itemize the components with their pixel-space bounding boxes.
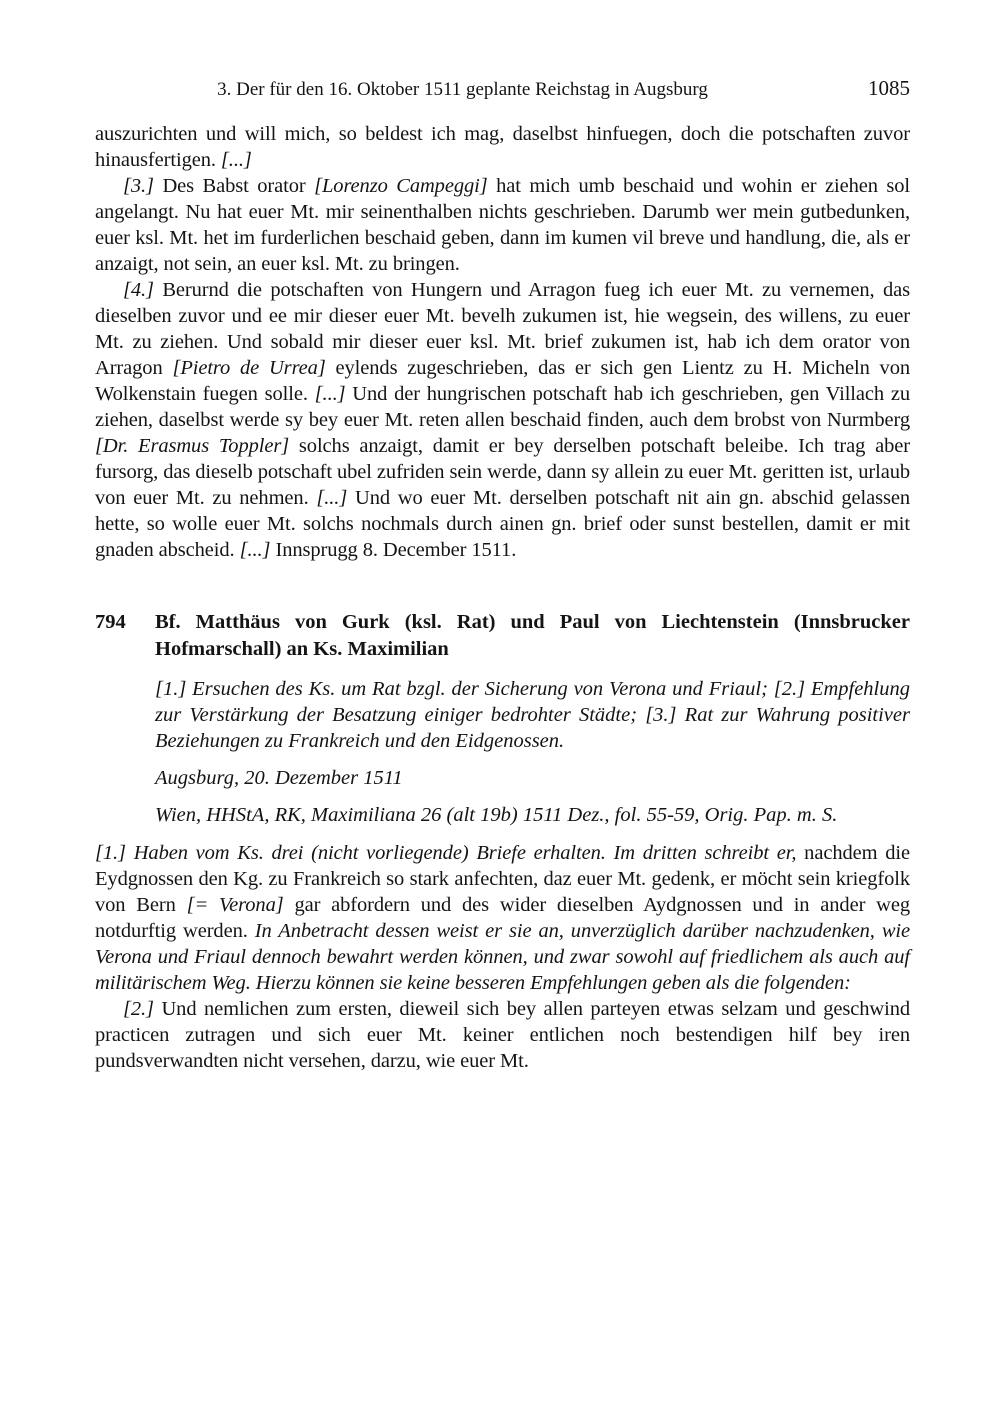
running-header-title: 3. Der für den 16. Oktober 1511 geplante Reichstag in Augsburg [217, 79, 708, 100]
text-run: Und der hungrischen potschaft hab ich geschrieben, gen Villach zu ziehen, daselbst werde sy bey euer Mt. reten allen beschaid finden, auch dem brobst von Nurmberg [95, 383, 910, 431]
paragraph [95, 173, 910, 277]
italic-text-run: [1.] Haben vom Ks. drei (nicht vorliegende) Briefe erhalten. Im dritten schreibt er, [95, 842, 797, 864]
text-run: gar abfordern und des wider dieselben Aydgnossen und in ander weg notdurftig werden. [95, 894, 910, 942]
entry-title: Bf. Matthäus von Gurk (ksl. Rat) und Paul von Liechtenstein (Innsbrucker Hofmarschall) an Ks. Maximilian [155, 611, 910, 660]
paragraph [95, 996, 910, 1074]
italic-text-run: [Pietro de Urrea] [172, 357, 326, 379]
text-run: solchs anzaigt, damit er bey derselben potschaft beleibe. Ich trag aber fursorg, das dieselb potschaft ubel zufriden sein werde, dann sy allein zu euer Mt. geritten ist, urlaub von euer Mt. zu nehmen. [95, 435, 910, 509]
text-run: Berurnd die potschaften von Hungern und Arragon fueg ich euer Mt. zu vernemen, das dieselben zuvor und ee mir dieser euer Mt. bevelh zukumen ist, hie wegsein, des willens, zu euer Mt. zu ziehen. Und sobald mir dieser euer ksl. Mt. brief zukumen ist, hab ich dem orator von Arragon [95, 279, 910, 379]
italic-text-run: [...] [314, 383, 346, 405]
text-run: Des Babst orator [162, 175, 315, 197]
text-run: eylends zugeschrieben, das er sich gen Lientz zu H. Micheln von Wolkenstain fuegen solle. [95, 357, 911, 405]
text-run: nachdem die Eydgnossen den Kg. zu Frankreich so stark anfechten, daz euer Mt. gedenk, er möcht sein kriegfolk von Bern [95, 842, 910, 916]
document-entry-794 [95, 609, 910, 1074]
text-run: auszurichten und will mich, so beldest ich mag, daselbst hinfuegen, doch die potschaften zuvor hinausfertigen. [95, 123, 910, 171]
paragraph [95, 121, 910, 173]
italic-text-run: [...] [316, 487, 348, 509]
italic-text-run: [2.] [123, 998, 162, 1020]
entry-heading [95, 609, 910, 663]
italic-text-run: [...] [239, 539, 271, 561]
paragraph [95, 840, 910, 996]
running-header [95, 76, 910, 102]
text-run: Innsprugg 8. December 1511. [270, 539, 517, 561]
italic-text-run: [Dr. Erasmus Toppler] [95, 435, 290, 457]
italic-text-run: [4.] [123, 279, 163, 301]
italic-text-run: [...] [220, 149, 252, 171]
entry-body-text [95, 840, 910, 1074]
italic-text-run: In Anbetracht dessen weist er sie an, unverzüglich darüber nachzudenken, wie Verona und Friaul dennoch bewahrt werden können, und zwar sowohl auf friedlichem als auch auf militärischem Weg. Hierzu können sie keine besseren Empfehlungen geben als die folgenden: [95, 920, 910, 994]
text-run: Und wo euer Mt. derselben potschaft nit ain gn. abschid gelassen hette, so wolle euer Mt. solchs nochmals durch ainen gn. brief oder sunst bestellen, damit er mit gnaden abscheid. [95, 487, 910, 561]
italic-text-run: [Lorenzo Campeggi] [314, 175, 488, 197]
text-run: hat mich umb beschaid und wohin er ziehen sol angelangt. Nu hat euer Mt. mir seinenthalben nichts geschrieben. Darumb wer mein gutbedunken, euer ksl. Mt. het im furderlichen beschaid geben, dann im kumen vil breve und handlung, die, als er anzaigt, not sein, an euer ksl. Mt. zu bringen. [95, 175, 910, 275]
italic-text-run: [= Verona] [186, 894, 284, 916]
top-text-section [95, 121, 910, 563]
paragraph [95, 277, 910, 563]
page-number: 1085 [868, 76, 910, 100]
entry-dateline: Augsburg, 20. Dezember 1511 [155, 767, 403, 789]
entry-source-citation: Wien, HHStA, RK, Maximiliana 26 (alt 19b) 1511 Dez., fol. 55-59, Orig. Pap. m. S. [155, 804, 838, 826]
entry-summary: [1.] Ersuchen des Ks. um Rat bzgl. der Sicherung von Verona und Friaul; [2.] Empfehlung zur Verstärkung der Besatzung einiger bedrohter Städte; [3.] Rat zur Wahrung positiver Beziehungen zu Frankreich und den Eidgenossen. [155, 678, 910, 752]
entry-number: 794 [95, 611, 126, 633]
italic-text-run: [3.] [123, 175, 163, 197]
text-run: Und nemlichen zum ersten, dieweil sich bey allen parteyen etwas selzam und geschwind practicen zutragen und sich euer Mt. keiner entlichen noch bestendigen hilf bey iren pundsverwandten nicht versehen, darzu, wie euer Mt. [95, 998, 910, 1072]
